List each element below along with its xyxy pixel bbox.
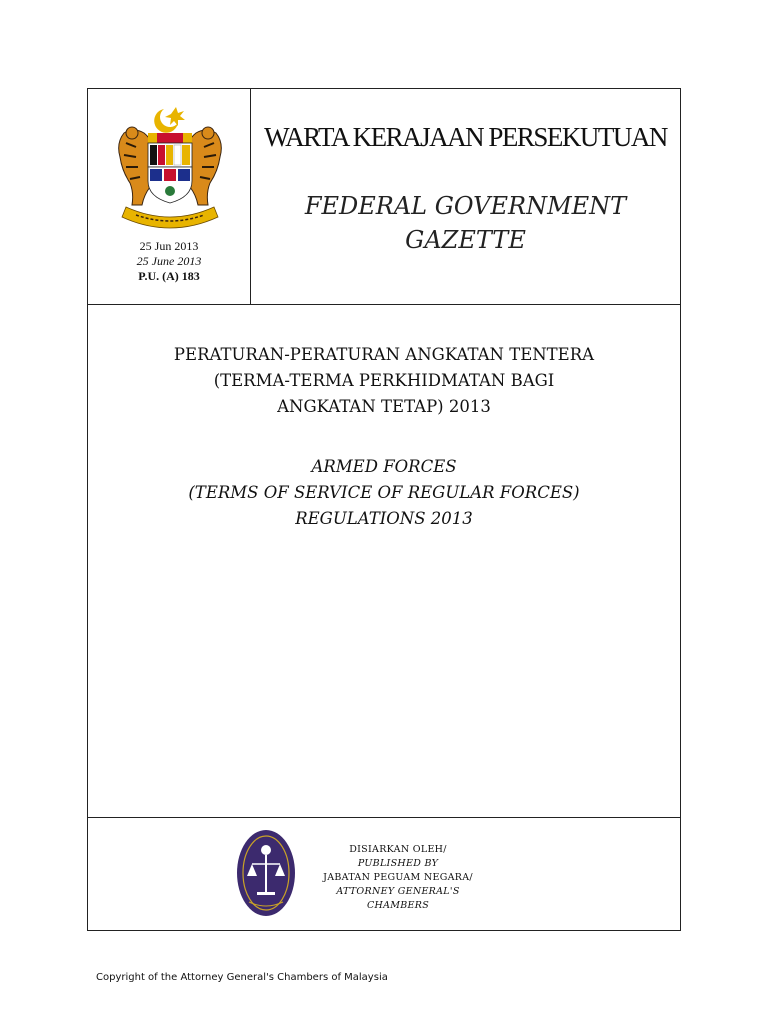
publisher-section	[88, 818, 680, 930]
english-title-line1: ARMED FORCES	[311, 457, 457, 476]
publisher-info	[308, 843, 488, 913]
header-left-panel	[88, 89, 251, 304]
header-right-panel	[251, 89, 680, 304]
malay-title-line3: ANGKATAN TETAP) 2013	[277, 397, 491, 416]
english-title-line2: (TERMS OF SERVICE OF REGULAR FORCES)	[188, 483, 580, 502]
malaysia-coat-of-arms-icon	[112, 103, 228, 233]
published-by-english: PUBLISHED BY	[357, 858, 439, 869]
english-gazette-title	[251, 189, 680, 257]
english-title-line1: FEDERAL GOVERNMENT	[304, 192, 627, 220]
malay-title-line2: (TERMA-TERMA PERKHIDMATAN BAGI	[213, 371, 555, 390]
gazette-header	[88, 89, 680, 305]
english-date: 25 June 2013	[136, 254, 202, 268]
pu-reference: P.U. (A) 183	[138, 269, 200, 283]
copyright-notice: Copyright of the Attorney General's Chambers of Malaysia	[96, 972, 388, 983]
english-title-line2: GAZETTE	[405, 226, 526, 254]
malay-gazette-title: WARTA KERAJAAN PERSEKUTUAN	[264, 122, 667, 152]
published-by-malay: DISIARKAN OLEH/	[349, 844, 447, 855]
malay-date: 25 Jun 2013	[139, 239, 199, 253]
publisher-name-english: ATTORNEY GENERAL'S CHAMBERS	[336, 886, 460, 911]
malay-title-line1: PERATURAN-PERATURAN ANGKATAN TENTERA	[173, 345, 595, 364]
attorney-general-chambers-logo-icon	[235, 828, 297, 918]
issue-dates	[88, 239, 250, 284]
regulation-title-section	[88, 304, 680, 818]
english-title-line3: REGULATIONS 2013	[295, 509, 473, 528]
publisher-name-malay: JABATAN PEGUAM NEGARA/	[323, 872, 473, 883]
gazette-cover-frame	[87, 88, 681, 931]
english-regulation-title	[88, 454, 680, 532]
malay-regulation-title	[88, 342, 680, 420]
